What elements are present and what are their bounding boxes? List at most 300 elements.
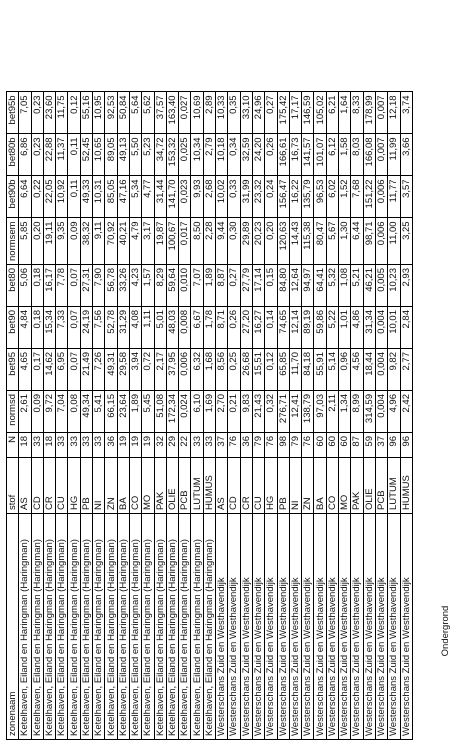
table-cell: CO [326, 458, 338, 514]
table-cell: 156,47 [277, 176, 289, 218]
table-row [326, 92, 338, 740]
table-cell: 166,61 [277, 134, 289, 176]
table-cell: 24,19 [80, 307, 92, 349]
table-cell: 5,41 [93, 391, 105, 433]
table-cell: AS [19, 458, 31, 514]
table-cell: 0,025 [179, 134, 191, 176]
table-cell: 32,59 [240, 134, 252, 176]
table-cell: 4,79 [129, 218, 141, 265]
table-cell: Westerschans Zuid en Westhavendijk [314, 514, 326, 740]
table-cell: 0,20 [265, 218, 277, 265]
table-cell: 8,50 [191, 218, 203, 265]
table-cell: 10,18 [216, 134, 228, 176]
table-cell: 0,72 [142, 349, 154, 391]
table-cell: 3,66 [400, 134, 412, 176]
table-row [265, 92, 277, 740]
table-cell: 6,10 [191, 391, 203, 433]
table-cell: 96,53 [314, 176, 326, 218]
table-cell: MO [339, 458, 351, 514]
table-row [388, 92, 400, 740]
table-cell: Westerschans Zuid en Westhavendijk [289, 514, 301, 740]
table-cell: 1,68 [203, 349, 215, 391]
table-cell: 0,004 [375, 391, 387, 433]
table-row [302, 92, 314, 740]
table-cell: 17,17 [289, 92, 301, 134]
table-row [129, 92, 141, 740]
table-cell: Westerschans Zuid en Westhavendijk [228, 514, 240, 740]
table-cell: 105,02 [314, 92, 326, 134]
table-cell: 38,32 [80, 218, 92, 265]
table-cell: PCB [179, 458, 191, 514]
table-cell: 47,16 [117, 176, 129, 218]
table-cell: 0,20 [31, 218, 43, 265]
table-cell: 49,31 [105, 349, 117, 391]
table-cell: 18,44 [363, 349, 375, 391]
table-cell: 0,30 [228, 218, 240, 265]
table-cell: CD [31, 458, 43, 514]
column-header: bet95b [7, 92, 19, 134]
table-row [191, 92, 203, 740]
table-cell: Westerschans Zuid en Westhavendijk [302, 514, 314, 740]
table-cell: 23,64 [117, 391, 129, 433]
table-cell: 60 [339, 433, 351, 458]
table-cell: 76 [228, 433, 240, 458]
table-cell: 10,23 [388, 265, 400, 307]
table-cell: 97,03 [314, 391, 326, 433]
table-cell: 2,28 [203, 218, 215, 265]
table-cell: 18 [43, 433, 55, 458]
table-row [216, 92, 228, 740]
table-cell: 94,97 [302, 265, 314, 307]
column-header: normsd [7, 391, 19, 433]
table-cell: 46,21 [363, 265, 375, 307]
table-cell: LUTUM [388, 458, 400, 514]
table-row [68, 92, 80, 740]
table-cell: 101,07 [314, 134, 326, 176]
table-cell: Ketelhaven, Eiland en Haringman (Haringman) [117, 514, 129, 740]
table-cell: 8,99 [351, 391, 363, 433]
table-row [363, 92, 375, 740]
table-cell: 0,23 [31, 134, 43, 176]
table-cell: 56,78 [105, 265, 117, 307]
table-cell: 10,01 [388, 307, 400, 349]
table-cell: Ketelhaven, Eiland en Haringman (Haringman) [154, 514, 166, 740]
table-cell: 8,56 [216, 349, 228, 391]
table-cell: 9,35 [56, 218, 68, 265]
table-cell: 98 [277, 433, 289, 458]
table-cell: 9,93 [191, 176, 203, 218]
table-cell: 6,64 [19, 176, 31, 218]
table-cell: 0,08 [68, 391, 80, 433]
table-cell: 16,73 [289, 134, 301, 176]
table-cell: 166,08 [363, 134, 375, 176]
table-cell: 11,77 [388, 176, 400, 218]
table-cell: 15,34 [43, 307, 55, 349]
table-cell: 138,79 [302, 391, 314, 433]
table-cell: MO [142, 458, 154, 514]
table-cell: 2,68 [203, 176, 215, 218]
table-cell: 5,21 [351, 265, 363, 307]
table-cell: 19 [142, 433, 154, 458]
table-cell: 33 [80, 433, 92, 458]
table-cell: AS [216, 458, 228, 514]
table-cell: 4,86 [351, 307, 363, 349]
table-row [351, 92, 363, 740]
table-cell: 55,16 [80, 92, 92, 134]
table-cell: 1,69 [203, 391, 215, 433]
table-cell: PB [80, 458, 92, 514]
table-cell: 7,68 [351, 176, 363, 218]
table-cell: 15,51 [252, 349, 264, 391]
table-row [228, 92, 240, 740]
table-cell: 37,57 [154, 92, 166, 134]
table-row [166, 92, 178, 740]
table-cell: 2,42 [400, 391, 412, 433]
table-cell: 76 [302, 433, 314, 458]
table-cell: 0,005 [375, 265, 387, 307]
table-cell: 7,05 [19, 92, 31, 134]
table-row [142, 92, 154, 740]
table-cell: 84,18 [302, 349, 314, 391]
table-cell: 0,006 [375, 218, 387, 265]
table-cell: 7,90 [93, 265, 105, 307]
table-cell: 0,27 [265, 92, 277, 134]
table-cell: 172,34 [166, 391, 178, 433]
table-cell: ZN [302, 458, 314, 514]
table-cell: BA [117, 458, 129, 514]
table-cell: 92,53 [105, 92, 117, 134]
table-cell: 70,92 [105, 218, 117, 265]
table-cell: 314,59 [363, 391, 375, 433]
table-cell: 33,26 [117, 265, 129, 307]
table-cell: NI [93, 458, 105, 514]
table-cell: 7,33 [56, 307, 68, 349]
table-cell: 0,004 [375, 349, 387, 391]
table-cell: 1,78 [203, 307, 215, 349]
table-cell: 52,78 [105, 307, 117, 349]
table-cell: 0,15 [265, 265, 277, 307]
table-cell: Ketelhaven, Eiland en Haringman (Haringman) [129, 514, 141, 740]
table-cell: 0,007 [375, 134, 387, 176]
table-caption: Ondergrond [440, 605, 451, 657]
column-header: bet95 [7, 349, 19, 391]
table-row [93, 92, 105, 740]
table-cell: 0,07 [68, 265, 80, 307]
table-cell: 33 [93, 433, 105, 458]
table-row [314, 92, 326, 740]
table-cell: Westerschans Zuid en Westhavendijk [388, 514, 400, 740]
table-cell: 0,21 [228, 391, 240, 433]
table-cell: 0,18 [31, 307, 43, 349]
table-cell: 18 [19, 433, 31, 458]
table-cell: 10,95 [93, 92, 105, 134]
table-cell: 1,52 [339, 176, 351, 218]
table-cell: Ketelhaven, Eiland en Haringman (Haringman) [68, 514, 80, 740]
table-cell: 135,79 [302, 176, 314, 218]
table-cell: 22,88 [43, 134, 55, 176]
table-cell: Ketelhaven, Eiland en Haringman (Haringman) [80, 514, 92, 740]
table-cell: 0,07 [68, 349, 80, 391]
table-cell: 5,01 [154, 307, 166, 349]
table-cell: 4,96 [388, 391, 400, 433]
table-cell: 9,44 [216, 218, 228, 265]
table-row [154, 92, 166, 740]
table-cell: 7,04 [56, 391, 68, 433]
table-cell: 84,80 [277, 265, 289, 307]
table-row [43, 92, 55, 740]
table-cell: 4,84 [19, 307, 31, 349]
table-cell: 2,77 [400, 349, 412, 391]
table-cell: 19,87 [154, 218, 166, 265]
table-cell: 0,27 [228, 265, 240, 307]
table-cell: 276,71 [277, 391, 289, 433]
table-cell: 37 [216, 433, 228, 458]
table-cell: 12,18 [388, 92, 400, 134]
table-row [339, 92, 351, 740]
table-cell: Westerschans Zuid en Westhavendijk [375, 514, 387, 740]
table-cell: Ketelhaven, Eiland en Haringman (Haringman) [31, 514, 43, 740]
table-cell: 0,008 [179, 307, 191, 349]
table-cell: 7,07 [191, 265, 203, 307]
table-cell: 0,027 [179, 92, 191, 134]
table-cell: CR [43, 458, 55, 514]
table-cell: 48,03 [166, 307, 178, 349]
table-cell: 96 [388, 433, 400, 458]
table-cell: 4,65 [19, 349, 31, 391]
table-cell: 21,43 [252, 391, 264, 433]
table-cell: 3,25 [400, 218, 412, 265]
table-cell: 16,17 [43, 265, 55, 307]
table-cell: 11,99 [388, 134, 400, 176]
table-cell: 0,32 [265, 391, 277, 433]
table-cell: 33 [203, 433, 215, 458]
table-cell: 66,15 [105, 391, 117, 433]
table-cell: 0,33 [228, 176, 240, 218]
table-cell: 9,83 [240, 391, 252, 433]
table-cell: 4,56 [351, 349, 363, 391]
table-cell: 141,70 [166, 176, 178, 218]
table-cell: 29,89 [240, 218, 252, 265]
table-cell: 5,64 [129, 92, 141, 134]
table-cell: 96 [400, 433, 412, 458]
table-cell: 1,64 [339, 92, 351, 134]
table-cell: 5,67 [326, 218, 338, 265]
table-cell: 5,06 [19, 265, 31, 307]
table-row [56, 92, 68, 740]
table-cell: 2,79 [203, 134, 215, 176]
table-cell: 2,17 [154, 349, 166, 391]
table-cell: 31,44 [154, 176, 166, 218]
table-cell: 1,08 [339, 265, 351, 307]
column-header: stof [7, 458, 19, 514]
table-cell: 9,72 [43, 391, 55, 433]
table-cell: 74,65 [277, 307, 289, 349]
header-row [7, 92, 19, 740]
table-cell: 36 [240, 433, 252, 458]
table-cell: 4,77 [142, 176, 154, 218]
table-cell: 22 [179, 433, 191, 458]
table-cell: 17,14 [252, 265, 264, 307]
table-cell: 59 [363, 433, 375, 458]
table-cell: 0,024 [179, 391, 191, 433]
table-cell: 6,02 [326, 176, 338, 218]
table-cell: 19 [117, 433, 129, 458]
table-cell: 4,23 [129, 265, 141, 307]
table-cell: 5,32 [326, 265, 338, 307]
table-cell: OLIE [166, 458, 178, 514]
table-cell: 14,43 [289, 218, 301, 265]
table-cell: 3,94 [129, 349, 141, 391]
table-cell: 1,58 [339, 134, 351, 176]
table-cell: 33 [56, 433, 68, 458]
table-cell: CR [240, 458, 252, 514]
table-cell: 10,02 [216, 176, 228, 218]
table-row [252, 92, 264, 740]
table-row [203, 92, 215, 740]
table-cell: 80,47 [314, 218, 326, 265]
table-row [240, 92, 252, 740]
table-cell: 7,78 [56, 265, 68, 307]
table-cell: 0,96 [339, 349, 351, 391]
table-cell: 4,08 [129, 307, 141, 349]
table-cell: Ketelhaven, Eiland en Haringman (Haringman) [43, 514, 55, 740]
table-cell: 6,12 [326, 134, 338, 176]
table-cell: 2,61 [19, 391, 31, 433]
table-cell: 10,33 [216, 92, 228, 134]
table-cell: BA [314, 458, 326, 514]
table-cell: 11,37 [56, 134, 68, 176]
table-cell: 31,34 [363, 307, 375, 349]
table-cell: 19 [129, 433, 141, 458]
table-cell: Westerschans Zuid en Westhavendijk [240, 514, 252, 740]
column-header: zonenaam [7, 514, 19, 740]
table-cell: Westerschans Zuid en Westhavendijk [277, 514, 289, 740]
table-cell: 0,006 [375, 176, 387, 218]
table-cell: 175,42 [277, 92, 289, 134]
table-cell: 79 [252, 433, 264, 458]
table-cell: 0,07 [68, 307, 80, 349]
table-cell: 85,05 [105, 176, 117, 218]
table-cell: CO [129, 458, 141, 514]
table-cell: 2,84 [400, 307, 412, 349]
table-cell: 16,22 [289, 176, 301, 218]
table-cell: 11,75 [56, 92, 68, 134]
column-header: bet80 [7, 265, 19, 307]
table-cell: 0,006 [179, 349, 191, 391]
table-cell: Ketelhaven, Eiland en Haringman (Haringman) [203, 514, 215, 740]
table-cell: Westerschans Zuid en Westhavendijk [400, 514, 412, 740]
table-row [277, 92, 289, 740]
table-cell: 0,23 [31, 92, 43, 134]
table-cell: 29,58 [117, 349, 129, 391]
data-table [6, 91, 413, 740]
table-cell: 151,22 [363, 176, 375, 218]
table-cell: 21,49 [80, 349, 92, 391]
table-cell: 1,89 [203, 265, 215, 307]
table-cell: CU [252, 458, 264, 514]
table-cell: 23,60 [43, 92, 55, 134]
table-cell: 55,91 [314, 349, 326, 391]
table-cell: CD [228, 458, 240, 514]
table-cell: 141,57 [302, 134, 314, 176]
table-cell: 33 [31, 433, 43, 458]
table-cell: 89,19 [302, 307, 314, 349]
table-cell: LUTUM [191, 458, 203, 514]
table-cell: Ketelhaven, Eiland en Haringman (Haringman) [93, 514, 105, 740]
table-cell: 32 [154, 433, 166, 458]
table-cell: 10,34 [191, 134, 203, 176]
table-cell: 10,31 [93, 176, 105, 218]
table-cell: 3,74 [400, 92, 412, 134]
table-row [117, 92, 129, 740]
table-cell: 49,34 [80, 391, 92, 433]
table-cell: Ketelhaven, Eiland en Haringman (Haringman) [105, 514, 117, 740]
table-cell: Westerschans Zuid en Westhavendijk [326, 514, 338, 740]
table-cell: 6,67 [191, 307, 203, 349]
table-cell: 22,05 [43, 176, 55, 218]
table-cell: 2,11 [326, 391, 338, 433]
table-cell: 0,023 [179, 176, 191, 218]
table-cell: 1,30 [339, 218, 351, 265]
table-cell: 79 [289, 433, 301, 458]
table-cell: 163,40 [166, 92, 178, 134]
table-cell: 5,50 [129, 134, 141, 176]
table-cell: 5,85 [19, 218, 31, 265]
table-cell: 40,21 [117, 218, 129, 265]
table-cell: 6,44 [351, 218, 363, 265]
table-cell: 0,12 [68, 92, 80, 134]
table-cell: 8,71 [216, 307, 228, 349]
table-cell: 59,64 [166, 265, 178, 307]
column-header: bet90b [7, 176, 19, 218]
table-cell: 0,007 [375, 92, 387, 134]
table-cell: 1,34 [339, 391, 351, 433]
table-cell: 0,010 [179, 265, 191, 307]
table-cell: 24,20 [252, 134, 264, 176]
table-row [289, 92, 301, 740]
table-cell: 120,63 [277, 218, 289, 265]
table-cell: HG [68, 458, 80, 514]
table-cell: 10,65 [93, 134, 105, 176]
table-cell: 12,64 [289, 265, 301, 307]
table-cell: OLIE [363, 458, 375, 514]
table-cell: 0,11 [68, 134, 80, 176]
table-cell: 19,11 [43, 218, 55, 265]
table-cell: 6,21 [326, 92, 338, 134]
table-cell: 8,29 [154, 265, 166, 307]
table-cell: 12,41 [289, 391, 301, 433]
table-row [400, 92, 412, 740]
table-cell: 14,62 [43, 349, 55, 391]
table-cell: 29 [166, 433, 178, 458]
table-cell: PAK [154, 458, 166, 514]
table-cell: 0,017 [179, 218, 191, 265]
table-cell: 0,26 [228, 307, 240, 349]
table-cell: 1,89 [129, 391, 141, 433]
table-cell: Westerschans Zuid en Westhavendijk [265, 514, 277, 740]
table-cell: 0,35 [228, 92, 240, 134]
table-cell: 10,69 [191, 92, 203, 134]
table-cell: 9,82 [388, 349, 400, 391]
table-cell: 87 [351, 433, 363, 458]
table-cell: PAK [351, 458, 363, 514]
table-cell: 8,87 [216, 265, 228, 307]
table-cell: 3,17 [142, 218, 154, 265]
table-cell: 7,26 [93, 349, 105, 391]
table-cell: 11,00 [388, 218, 400, 265]
table-cell: 50,84 [117, 92, 129, 134]
table-cell: Ketelhaven, Eiland en Haringman (Haringman) [166, 514, 178, 740]
